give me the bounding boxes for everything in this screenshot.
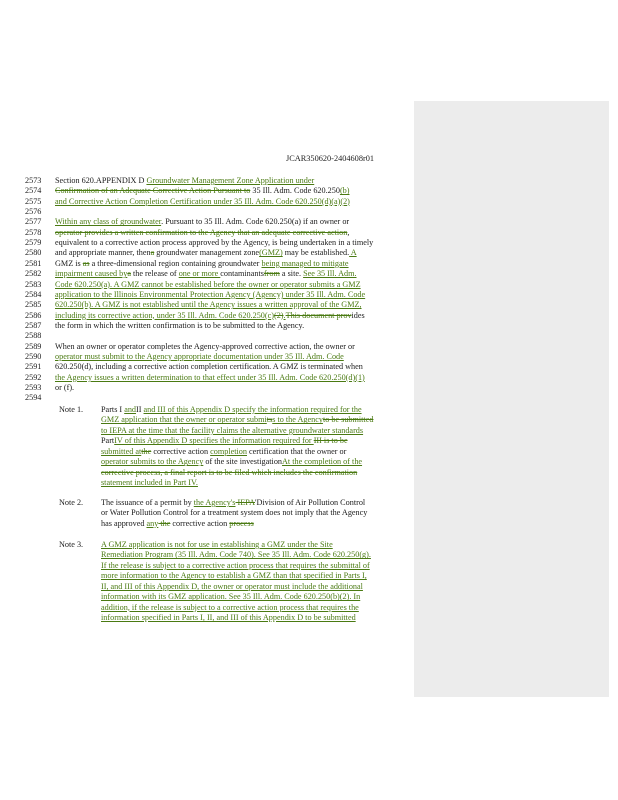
line-number: 2584	[25, 289, 42, 299]
line-number: 2573	[25, 176, 42, 185]
line-text	[55, 362, 430, 371]
deleted-text: to be submitted	[322, 415, 374, 425]
text-run: corrective action	[151, 446, 211, 456]
comment-margin-pane	[414, 101, 609, 697]
line-text	[55, 290, 430, 299]
text-run: The issuance of a permit by	[101, 498, 194, 507]
text-run: equivalent to a corrective action process approved by the Agency, is being undertaken in a timely	[55, 238, 374, 248]
note-line	[101, 468, 357, 477]
line-number: 2581	[25, 258, 42, 268]
inserted-text: 620.250(b). A GMZ is not established until the Agency issues a written approval of the GMZ,	[55, 300, 362, 310]
note-line	[101, 498, 365, 507]
inserted-text: Within any class of groundwater	[55, 217, 162, 227]
note-line	[101, 603, 359, 612]
line-text	[55, 311, 430, 320]
text-run: the form in which the written confirmation is to be submitted to the Agency.	[55, 320, 305, 330]
inserted-text: to IEPA at the time that the facility claims the alternative groundwater standards	[101, 425, 364, 435]
text-run: the release of	[130, 269, 179, 279]
note-line	[101, 415, 373, 424]
line-text	[55, 186, 430, 195]
line-number: 2587	[25, 320, 42, 330]
line-number: 2575	[25, 196, 42, 206]
note-line	[101, 571, 367, 580]
inserted-text: information specified in Parts I, II, and III of this Appendix D to be submitted	[101, 613, 356, 623]
text-run: Part	[101, 436, 115, 446]
inserted-text: addition, if the release is subject to a corrective action process that requires the	[101, 602, 359, 612]
text-run: corrective action	[170, 518, 230, 528]
inserted-text: submitted at	[101, 446, 142, 456]
text-run: ,	[347, 227, 350, 237]
line-text	[55, 352, 430, 361]
line-text	[55, 342, 430, 351]
line-number: 2592	[25, 372, 42, 382]
inserted-text: .	[283, 310, 286, 320]
line-text	[55, 280, 430, 289]
line-text	[55, 228, 430, 237]
inserted-text: (b)	[339, 186, 350, 196]
inserted-text: the Agency's	[193, 498, 236, 507]
text-run: a three-dimensional region containing groundwater	[89, 258, 262, 268]
text-run: or (f).	[55, 383, 75, 392]
deleted-text: Confirmation of an Adequate Corrective Action Pursuant to	[55, 186, 251, 196]
note-label: Note 3.	[59, 540, 84, 549]
text-run: 35 Ill. Adm. Code 620.250	[250, 186, 340, 196]
inserted-text: operator must submit to the Agency appropriate documentation under 35 Ill. Adm. Code	[55, 351, 344, 361]
note-label: Note 1.	[59, 405, 84, 414]
inserted-text: GMZ application that the owner or operator submi	[101, 415, 267, 425]
inserted-text: If the release is subject to a corrective action process that requires the submittal of	[101, 560, 370, 570]
line-number: 2594	[25, 393, 42, 403]
note-line	[101, 426, 363, 435]
line-number: 2593	[25, 383, 42, 392]
inserted-text: and Corrective Action Completion Certification under 35 Ill. Adm. Code 620.250(d)(a)(2)	[55, 196, 350, 206]
line-text	[55, 248, 430, 257]
text-run: 620.250(d), including a corrective action completion certification. A GMZ is terminated when	[55, 362, 363, 372]
document-id: JCAR350620-2404608r01	[286, 154, 375, 163]
inserted-text: application to the Illinois Environmental Protection Agency (Agency) under 35 Ill. Adm. Code	[55, 289, 366, 299]
text-run: contaminants	[220, 269, 264, 279]
inserted-text: See 35 Ill. Adm.	[303, 269, 357, 279]
line-text	[55, 238, 430, 247]
inserted-text: operator submits to the Agency	[101, 457, 204, 467]
inserted-text: Remediation Program (35 Ill. Adm. Code 740). See 35 Ill. Adm. Code 620.250(g).	[101, 550, 371, 560]
inserted-text: impairment caused by	[55, 269, 128, 279]
line-number: 2583	[25, 279, 42, 289]
deleted-text: a	[150, 248, 155, 258]
note-line	[101, 447, 346, 456]
line-number: 2582	[25, 269, 42, 279]
deleted-text: ts	[266, 415, 273, 425]
inserted-text: (GMZ)	[259, 248, 283, 258]
line-text	[55, 259, 430, 268]
line-number: 2588	[25, 331, 42, 341]
inserted-text: At the completion of the	[282, 457, 363, 467]
line-number: 2585	[25, 300, 42, 310]
inserted-text: II, and III of this Appendix D, the owner or operator must include the additional	[101, 581, 363, 591]
text-run: GMZ is	[55, 258, 83, 268]
inserted-text: the Agency issues a written determination to that effect under 35 Ill. Adm. Code 620.250(d)(1)	[55, 372, 365, 382]
deleted-text: operator provides a written confirmation to the Agency that an adequate corrective action	[55, 227, 348, 237]
note-line	[101, 592, 360, 601]
inserted-text: IV of this Appendix D specifies the information required for	[114, 436, 314, 446]
line-number: 2578	[25, 227, 42, 237]
deleted-text: III is to be	[313, 436, 348, 446]
deleted-text: (2)	[273, 310, 284, 320]
note-line	[101, 550, 371, 559]
text-run: may be established.	[282, 248, 350, 258]
text-run: Section 620.APPENDIX D	[55, 176, 147, 185]
inserted-text: including its corrective action, under 35 Ill. Adm. Code 620.250(c)	[55, 310, 274, 320]
line-text	[55, 176, 430, 185]
inserted-text: being managed to mitigate	[261, 258, 349, 268]
deleted-text: from	[263, 269, 280, 279]
deleted-text: the	[158, 518, 171, 528]
note-line	[101, 508, 367, 517]
note-line	[101, 457, 362, 466]
line-number: 2586	[25, 310, 42, 320]
line-number: 2576	[25, 207, 42, 217]
text-run: . Pursuant to 35 Ill. Adm. Code 620.250(a) if an owner or	[161, 217, 350, 227]
deleted-text: a	[127, 269, 131, 279]
inserted-text: more information to the Agency to establish a GMZ than that specified in Parts I,	[101, 571, 367, 581]
note-line	[101, 561, 370, 570]
inserted-text: A GMZ application is not for use in establishing a GMZ under the Site	[101, 540, 333, 549]
inserted-text: any	[146, 518, 159, 528]
inserted-text: A	[349, 248, 357, 258]
inserted-text: Groundwater Management Zone Application under	[146, 176, 315, 185]
text-run: When an owner or operator completes the Agency-approved corrective action, the owner or	[55, 341, 355, 351]
inserted-text: and III of this Appendix D specify the information required for the	[143, 405, 362, 414]
line-number: 2580	[25, 248, 42, 258]
deleted-text: IEPA	[235, 498, 255, 507]
text-run: a site.	[279, 269, 304, 279]
note-line	[101, 613, 356, 622]
inserted-text: statement included in Part IV.	[101, 478, 198, 488]
note-line	[101, 478, 198, 487]
text-run: or Water Pollution Control for a treatment system does not imply that the Agency	[101, 508, 368, 518]
deleted-text: the	[141, 446, 152, 456]
text-run: Parts I	[101, 405, 125, 414]
deleted-text: This document prov	[285, 310, 352, 320]
line-text	[55, 269, 430, 278]
line-number: 2590	[25, 351, 42, 361]
note-line	[101, 436, 348, 445]
line-text	[55, 321, 430, 330]
text-run: Division of Air Pollution Control	[256, 498, 366, 507]
note-label: Note 2.	[59, 498, 84, 507]
line-number: 2579	[25, 238, 42, 248]
note-line	[101, 519, 254, 528]
line-number: 2591	[25, 362, 42, 372]
line-text	[55, 383, 430, 392]
inserted-text: and	[124, 405, 137, 414]
deleted-text: corrective process, a final report is to be filed which includes the confirmation	[101, 467, 358, 477]
inserted-text: Code 620.250(a). A GMZ cannot be established before the owner or operator submits a GMZ	[55, 279, 361, 289]
text-run: certification that the owner or	[246, 446, 347, 456]
text-run: ides	[351, 310, 365, 320]
line-number: 2574	[25, 186, 42, 196]
text-run: groundwater management zone	[154, 248, 260, 258]
text-run: of the site investigation	[203, 457, 283, 467]
deleted-text: process	[229, 518, 254, 528]
line-text	[55, 197, 430, 206]
line-number: 2577	[25, 217, 42, 227]
inserted-text: one or more	[178, 269, 221, 279]
note-line	[101, 582, 363, 591]
note-line	[101, 405, 362, 414]
line-text	[55, 373, 430, 382]
line-text	[55, 217, 430, 226]
line-number: 2589	[25, 341, 42, 351]
inserted-text: completion	[210, 446, 247, 456]
line-text	[55, 300, 430, 309]
text-run: has approved	[101, 518, 147, 528]
text-run: '	[255, 498, 257, 507]
text-run: and appropriate manner, then	[55, 248, 151, 258]
inserted-text: information with its GMZ application. See 35 Ill. Adm. Code 620.250(b)(2). In	[101, 592, 361, 602]
note-line	[101, 540, 333, 549]
text-run: II	[136, 405, 144, 414]
inserted-text: s to the Agency	[272, 415, 323, 425]
deleted-text: as	[82, 258, 90, 268]
